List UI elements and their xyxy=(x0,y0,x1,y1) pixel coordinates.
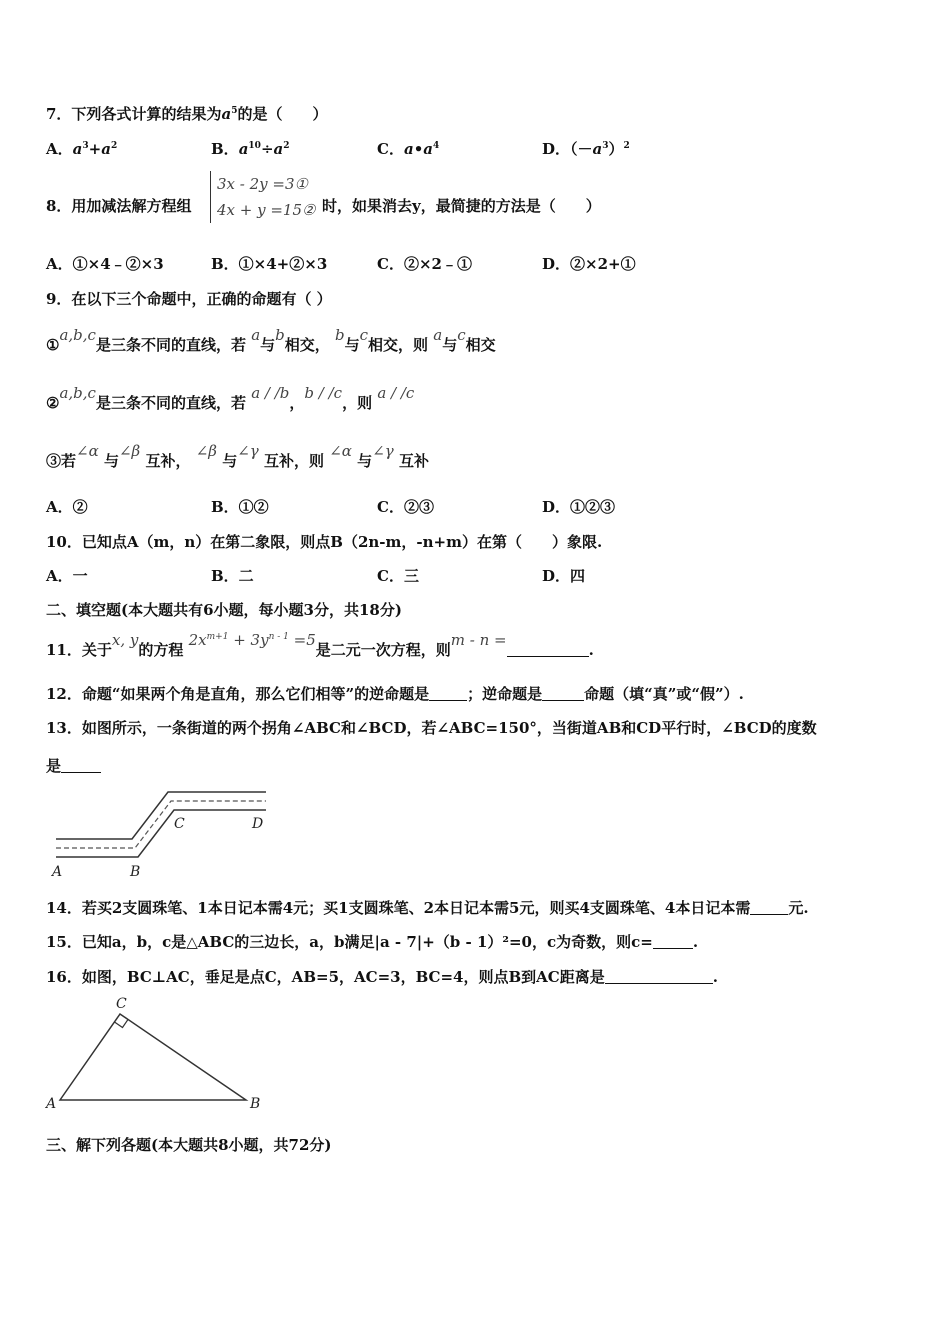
q9-option-a: A．② xyxy=(46,498,88,516)
q7-stem: 7．下列各式计算的结果为$a^5$的是（ ） xyxy=(46,105,328,123)
q9-statement-1: ①a,b,c是三条不同的直线，若 a与b相交， b与c相交，则 a与c相交 xyxy=(46,326,496,354)
q15: 15．已知a，b，c是△ABC的三边长，a，b满足|a - 7|+（b - 1）²=0，c为奇数，则c= . xyxy=(46,933,699,951)
q10-option-a: A．一 xyxy=(46,567,88,585)
q12: 12．命题“如果两个角是直角，那么它们相等”的逆命题是 ；逆命题是 命题（填“真”或“假”）. xyxy=(46,685,744,703)
q8-option-c: C．②×2﹣① xyxy=(377,255,472,273)
q7-option-b: B．$a^{10}\div a^2$ xyxy=(211,140,290,158)
street-edge-upper xyxy=(56,792,266,839)
q16-answer-blank[interactable] xyxy=(605,969,713,984)
label-c: C xyxy=(116,996,127,1012)
street-edge-lower xyxy=(56,810,266,857)
label-b: B xyxy=(130,864,141,880)
q7-option-d: D．$(-a^3)^2$ xyxy=(542,140,630,158)
section-3-heading: 三、解下列各题(本大题共8小题，共72分) xyxy=(46,1136,332,1154)
q15-answer-blank[interactable] xyxy=(653,934,693,949)
q10-stem: 10．已知点A（m，n）在第二象限，则点B（2n-m，-n+m）在第（ ）象限. xyxy=(46,533,603,551)
q8-stem-suffix: 时，如果消去y，最简捷的方法是（ ） xyxy=(322,197,601,215)
q7-option-c: C．$a•a^4$ xyxy=(377,140,440,158)
q9-stem: 9．在以下三个命题中，正确的命题有（ ） xyxy=(46,290,332,308)
q8-equation-1: 3x - 2y =3① xyxy=(217,175,308,193)
q9-option-c: C．②③ xyxy=(377,498,434,516)
q8-equation-2: 4x + y =15② xyxy=(217,201,316,219)
section-2-heading: 二、填空题(本大题共有6小题，每小题3分，共18分) xyxy=(46,601,402,619)
q7-option-a: A．$a^3+a^2$ xyxy=(46,140,118,158)
street-figure xyxy=(46,782,276,882)
label-a: A xyxy=(46,1096,57,1112)
street-centerline xyxy=(56,801,266,848)
q10-option-c: C．三 xyxy=(377,567,419,585)
q9-option-b: B．①② xyxy=(211,498,269,516)
label-a: A xyxy=(52,864,63,880)
q11-answer-blank[interactable] xyxy=(507,642,589,657)
street-outline xyxy=(56,792,266,857)
q11: 11．关于x, y的方程 $2x^{m+1} + 3y^{n - 1} =5$是二元一次方程，则m - n =. xyxy=(46,631,594,659)
q13-line-2: 是 xyxy=(46,756,101,776)
q8-stem-prefix: 8．用加减法解方程组 xyxy=(46,197,192,215)
q13-line-1: 13．如图所示，一条街道的两个拐角∠ABC和∠BCD，若∠ABC=150°，当街道AB和CD平行时，∠BCD的度数 xyxy=(46,719,817,737)
right-angle-mark xyxy=(115,1020,129,1028)
label-b: B xyxy=(250,1096,261,1112)
right-triangle-figure xyxy=(40,992,280,1117)
q12-answer-blank-2[interactable] xyxy=(542,686,584,701)
triangle-abc xyxy=(60,1014,246,1100)
label-c: C xyxy=(174,816,185,832)
q13-answer-blank[interactable] xyxy=(61,758,101,773)
q14: 14．若买2支圆珠笔、1本日记本需4元；买1支圆珠笔、2本日记本需5元，则买4支圆珠笔、4本日记本需 元. xyxy=(46,899,809,917)
q9-option-d: D．①②③ xyxy=(542,498,616,516)
q12-answer-blank-1[interactable] xyxy=(429,686,467,701)
label-d: D xyxy=(252,816,264,832)
q8-option-b: B．①×4+②×3 xyxy=(211,255,328,273)
q8-option-a: A．①×4﹣②×3 xyxy=(46,255,164,273)
q8-option-d: D．②×2+① xyxy=(542,255,636,273)
q16: 16．如图，BC⊥AC，垂足是点C，AB=5，AC=3，BC=4，则点B到AC距离是 . xyxy=(46,968,718,986)
q9-statement-2: ②a,b,c是三条不同的直线，若 a / /b，b / /c，则 a / /c xyxy=(46,384,415,412)
q11-equation: $2x^{m+1} + 3y^{n - 1} =5$ xyxy=(188,631,316,649)
q8-equation-system xyxy=(210,171,315,223)
q10-option-b: B．二 xyxy=(211,567,254,585)
q14-answer-blank[interactable] xyxy=(750,900,788,915)
q10-option-d: D．四 xyxy=(542,567,586,585)
q9-statement-3: ③若∠α 与∠β 互补， ∠β 与∠γ 互补，则 ∠α 与∠γ 互补 xyxy=(46,442,429,470)
